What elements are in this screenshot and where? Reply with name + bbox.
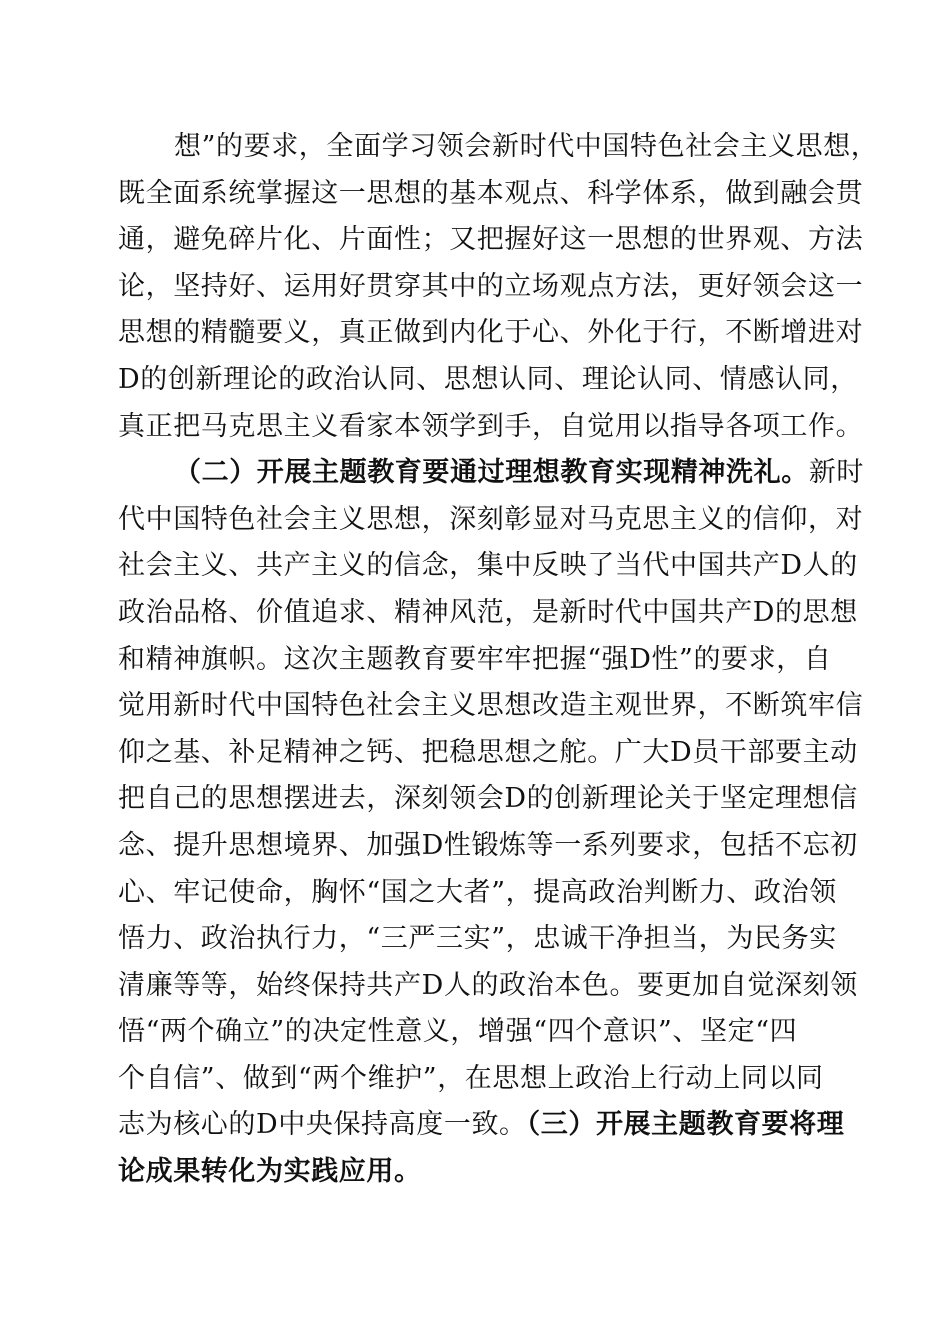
paragraph-2-line: 和精神旗帜。这次主题教育要牢牢把握“强D性”的要求，自 (118, 643, 832, 675)
section-heading-3-part-2: 论成果转化为实践应用。 (118, 1156, 422, 1188)
paragraph-1-line: 通，避免碎片化、片面性；又把握好这一思想的世界观、方法 (118, 224, 864, 256)
paragraph-1-line: 论，坚持好、运用好贯穿其中的立场观点方法，更好领会这一 (118, 270, 864, 302)
paragraph-2-line: 念、提升思想境界、加强D性锻炼等一系列要求，包括不忘初 (118, 829, 858, 861)
paragraph-2-line: 把自己的思想摆进去，深刻领会D的创新理论关于坚定理想信 (118, 783, 858, 815)
paragraph-1-line: 真正把马克思主义看家本领学到手，自觉用以指导各项工作。 (118, 410, 864, 442)
section-heading-3-part-1: （三）开展主题教育要将理 (526, 1109, 845, 1141)
paragraph-2-last-line (118, 1102, 845, 1149)
paragraph-2-line: 个自信”、做到“两个维护”，在思想上政治上行动上同以同 (118, 1062, 824, 1094)
paragraph-2-first-line (118, 450, 865, 497)
paragraph-2-line: 悟“两个确立”的决定性意义，增强“四个意识”、坚定“四 (118, 1016, 798, 1048)
paragraph-2-line: 政治品格、价值追求、精神风范，是新时代中国共产D的思想 (118, 596, 858, 628)
paragraph-2-last-line-text: 志为核心的D中央保持高度一致。 (118, 1109, 527, 1141)
paragraph-2-line: 觉用新时代中国特色社会主义思想改造主观世界，不断筑牢信 (118, 690, 864, 722)
paragraph-2-line: 社会主义、共产主义的信念，集中反映了当代中国共产D人的 (118, 550, 858, 582)
paragraph-2-line: 代中国特色社会主义思想，深刻彰显对马克思主义的信仰，对 (118, 503, 864, 535)
paragraph-1-line: 既全面系统掌握这一思想的基本观点、科学体系，做到融会贯 (118, 177, 864, 209)
paragraph-2-first-line-text: 新时 (808, 457, 865, 489)
paragraph-2-line: 清廉等等，始终保持共产D人的政治本色。要更加自觉深刻领 (118, 969, 858, 1001)
paragraph-1-line: 思想的精髓要义，真正做到内化于心、外化于行，不断增进对 (118, 317, 864, 349)
paragraph-1-line: 想”的要求，全面学习领会新时代中国特色社会主义思想， (174, 131, 879, 162)
section-heading-2: （二）开展主题教育要通过理想教育实现精神洗礼。 (174, 457, 809, 489)
paragraph-2-line: 悟力、政治执行力，“三严三实”，忠诚干净担当，为民务实 (118, 923, 837, 955)
paragraph-1-line: D的创新理论的政治认同、思想认同、理论认同、情感认同， (118, 363, 858, 395)
paragraph-2-line: 仰之基、补足精神之钙、把稳思想之舵。广大D员干部要主动 (118, 736, 858, 768)
paragraph-2-line: 心、牢记使命，胸怀“国之大者”，提高政治判断力、政治领 (118, 876, 837, 908)
document-body (118, 124, 879, 1196)
